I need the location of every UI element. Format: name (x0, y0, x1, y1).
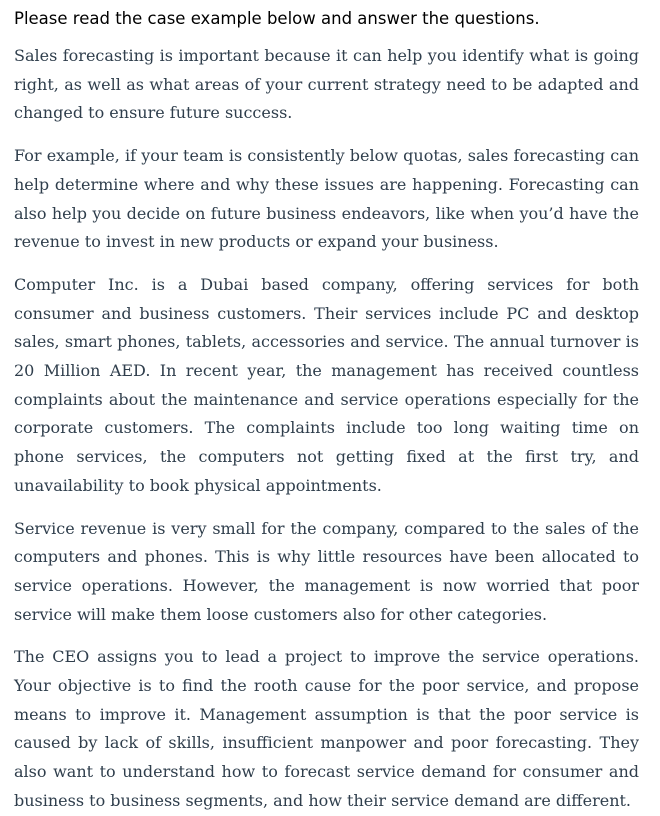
paragraph-forecasting-example: For example, if your team is consistently below quotas, sales forecasting can help determine where and why these issues are happening. Forecasting can also help you decide on future business endeavors, like when you’d have the revenue to invest in new products or expand your business. (14, 146, 639, 252)
instructions-heading: Please read the case example below and answer the questions. (14, 9, 540, 28)
paragraph-ceo-assignment: The CEO assigns you to lead a project to improve the service operations. Your objective is to find the rooth cause for the poor service, and propose means to improve it. Management assumption is that the poor service is caused by lack of skills, insufficient manpower and poor forecasting. They also want to understand how to forecast service demand for consumer and business to business segments, and how their service demand are different. (14, 647, 639, 810)
paragraph-service-revenue: Service revenue is very small for the company, compared to the sales of the computers and phones. This is why little resources have been allocated to service operations. However, the management is now worried that poor service will make them loose customers also for other categories. (14, 518, 639, 624)
paragraph-sales-forecasting-importance: Sales forecasting is important because it can help you identify what is going right, as well as what areas of your current strategy need to be adapted and changed to ensure future success. (14, 46, 639, 123)
paragraph-company-background: Computer Inc. is a Dubai based company, offering services for both consumer and business customers. Their services include PC and desktop sales, smart phones, tablets, accessories and service. The annual turnover is 20 Million AED. In recent year, the management has received countless complaints about the maintenance and service operations especially for the corporate customers. The complaints include too long waiting time on phone services, the computers not getting fixed at the first try, and unavailability to book physical appointments. (14, 274, 639, 495)
